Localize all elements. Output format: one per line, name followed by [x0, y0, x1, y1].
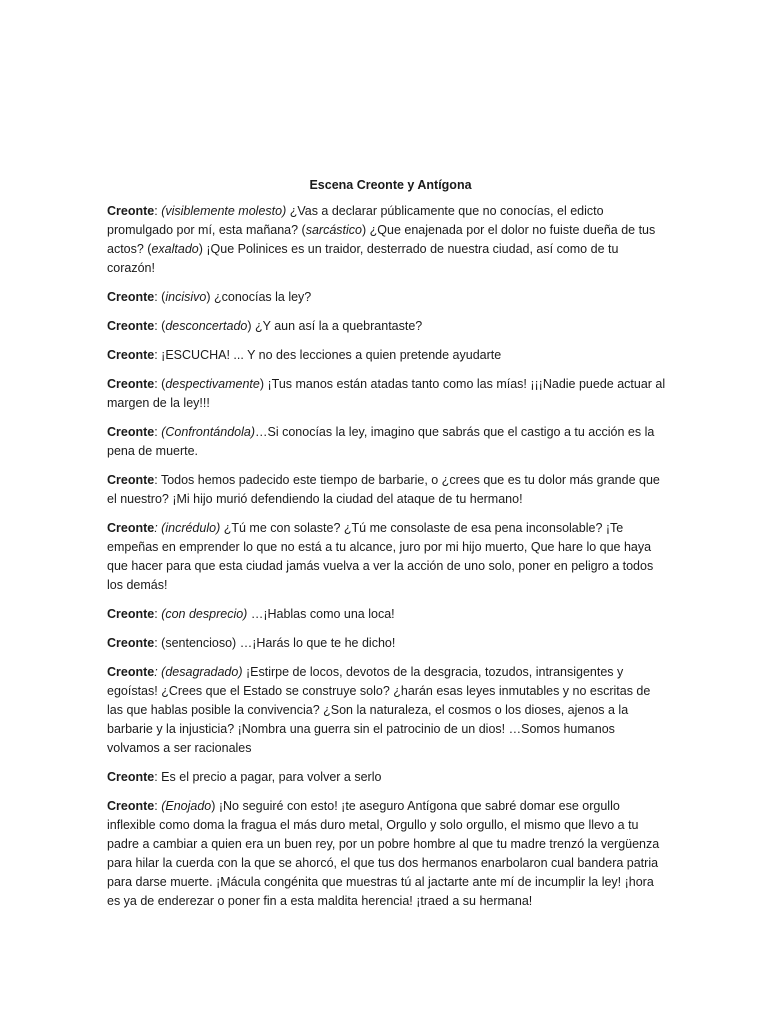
- dialogue-paragraph: [107, 288, 668, 307]
- dialogue-text: ) ¿Y aun así la a quebrantaste?: [247, 319, 423, 333]
- speaker-name: Creonte: [107, 290, 155, 304]
- dialogue-text: …Si conocías la ley, imagino que sabrás que el castigo a tu acción es la pena de muerte.: [107, 425, 655, 458]
- dialogue-text: : Todos hemos padecido este tiempo de barbarie, o ¿crees que es tu dolor más grande que el nuestro? ¡Mi hijo murió defendiendo la ciudad del ataque de tu hermano!: [107, 473, 660, 506]
- dialogue-paragraph: [107, 768, 668, 787]
- dialogue-text: :: [154, 799, 162, 813]
- dialogue-text: : Es el precio a pagar, para volver a serlo: [154, 770, 382, 784]
- dialogue-text: ) ¿conocías la ley?: [206, 290, 312, 304]
- speaker-name: Creonte: [107, 425, 155, 439]
- dialogue-text: :: [154, 204, 162, 218]
- dialogue-text: :: [154, 607, 162, 621]
- speaker-name: Creonte: [107, 348, 155, 362]
- dialogue-body: [107, 202, 668, 911]
- dialogue-paragraph: [107, 519, 668, 595]
- stage-direction: despectivamente: [165, 377, 260, 391]
- dialogue-paragraph: [107, 375, 668, 413]
- dialogue-paragraph: [107, 605, 668, 624]
- speaker-name: Creonte: [107, 636, 155, 650]
- dialogue-paragraph: [107, 202, 668, 278]
- dialogue-paragraph: [107, 797, 668, 911]
- speaker-name: Creonte: [107, 665, 155, 679]
- dialogue-paragraph: [107, 423, 668, 461]
- speaker-name: Creonte: [107, 799, 155, 813]
- speaker-name: Creonte: [107, 770, 155, 784]
- stage-direction: desconcertado: [165, 319, 248, 333]
- stage-direction: : (desagradado): [154, 665, 243, 679]
- stage-direction: (con desprecio): [161, 607, 248, 621]
- dialogue-text: …¡Hablas como una loca!: [247, 607, 395, 621]
- stage-direction: (visiblemente molesto): [161, 204, 287, 218]
- speaker-name: Creonte: [107, 521, 155, 535]
- stage-direction: (Confrontándola): [161, 425, 255, 439]
- dialogue-paragraph: [107, 346, 668, 365]
- dialogue-text: ) ¡No seguiré con esto! ¡te aseguro Antígona que sabré domar ese orgullo inflexible como doma la fragua el más duro metal, Orgullo y solo orgullo, el mismo que llevo a tu padre a cambiar a quien era un buen rey, por un pobre hombre al que tu madre trenzó la vergüenza para hilar la cuerda con la que se ahorcó, el que tus dos hermanos enarbolaron cual bandera patria para darse muerte. ¡Mácula congénita que muestras tú al jactarte ante mí de incumplir la ley! ¡hora es ya de enderezar o poner fin a esta maldita herencia! ¡traed a su hermana!: [107, 799, 660, 908]
- stage-direction: incisivo: [165, 290, 207, 304]
- speaker-name: Creonte: [107, 607, 155, 621]
- document-title: Escena Creonte y Antígona: [309, 178, 472, 192]
- dialogue-text: : (: [154, 377, 166, 391]
- dialogue-paragraph: [107, 317, 668, 336]
- dialogue-text: : (: [154, 319, 166, 333]
- dialogue-text: ¡Estirpe de locos, devotos de la desgracia, tozudos, intransigentes y egoístas! ¿Crees que el Estado se construye solo? ¿harán esas leyes inmutables y no escritas de las que hablas posible la convivencia? ¿Son la naturaleza, el cosmos o los dioses, ajenos a la barbarie y la injusticia? ¡Nombra una guerra sin el patrocinio de un dios! …Somos humanos volvamos a ser racionales: [107, 665, 651, 755]
- dialogue-text: :: [154, 425, 162, 439]
- dialogue-text: : (: [154, 290, 166, 304]
- stage-direction: exaltado: [151, 242, 199, 256]
- dialogue-text: ¿Tú me con solaste? ¿Tú me consolaste de esa pena inconsolable? ¡Te empeñas en emprender lo que no está a tu alcance, juro por mi hijo muerto, Que hare lo que haya que hacer para que esta ciudad jamás vuelva a ver la acción de uno solo, poner en peligro a todos los demás!: [107, 521, 654, 592]
- dialogue-text: ) ¡Tus manos están atadas tanto como las mías! ¡¡¡Nadie puede actuar al margen de la ley!!!: [107, 377, 666, 410]
- dialogue-text: : (sentencioso) …¡Harás lo que te he dicho!: [154, 636, 396, 650]
- dialogue-paragraph: [107, 471, 668, 509]
- stage-direction: : (incrédulo): [154, 521, 221, 535]
- dialogue-text: : ¡ESCUCHA! ... Y no des lecciones a quien pretende ayudarte: [154, 348, 502, 362]
- dialogue-paragraph: [107, 663, 668, 758]
- dialogue-text: ) ¿Que enajenada por el dolor no fuiste dueña de tus actos? (: [107, 223, 656, 256]
- stage-direction: (Enojado: [161, 799, 212, 813]
- dialogue-paragraph: [107, 634, 668, 653]
- speaker-name: Creonte: [107, 473, 155, 487]
- speaker-name: Creonte: [107, 204, 155, 218]
- speaker-name: Creonte: [107, 377, 155, 391]
- stage-direction: sarcástico: [305, 223, 362, 237]
- dialogue-text: ¿Vas a declarar públicamente que no conocías, el edicto promulgado por mí, esta mañana? (: [107, 204, 604, 237]
- dialogue-text: ) ¡Que Polinices es un traidor, desterrado de nuestra ciudad, así como de tu corazón!: [107, 242, 619, 275]
- speaker-name: Creonte: [107, 319, 155, 333]
